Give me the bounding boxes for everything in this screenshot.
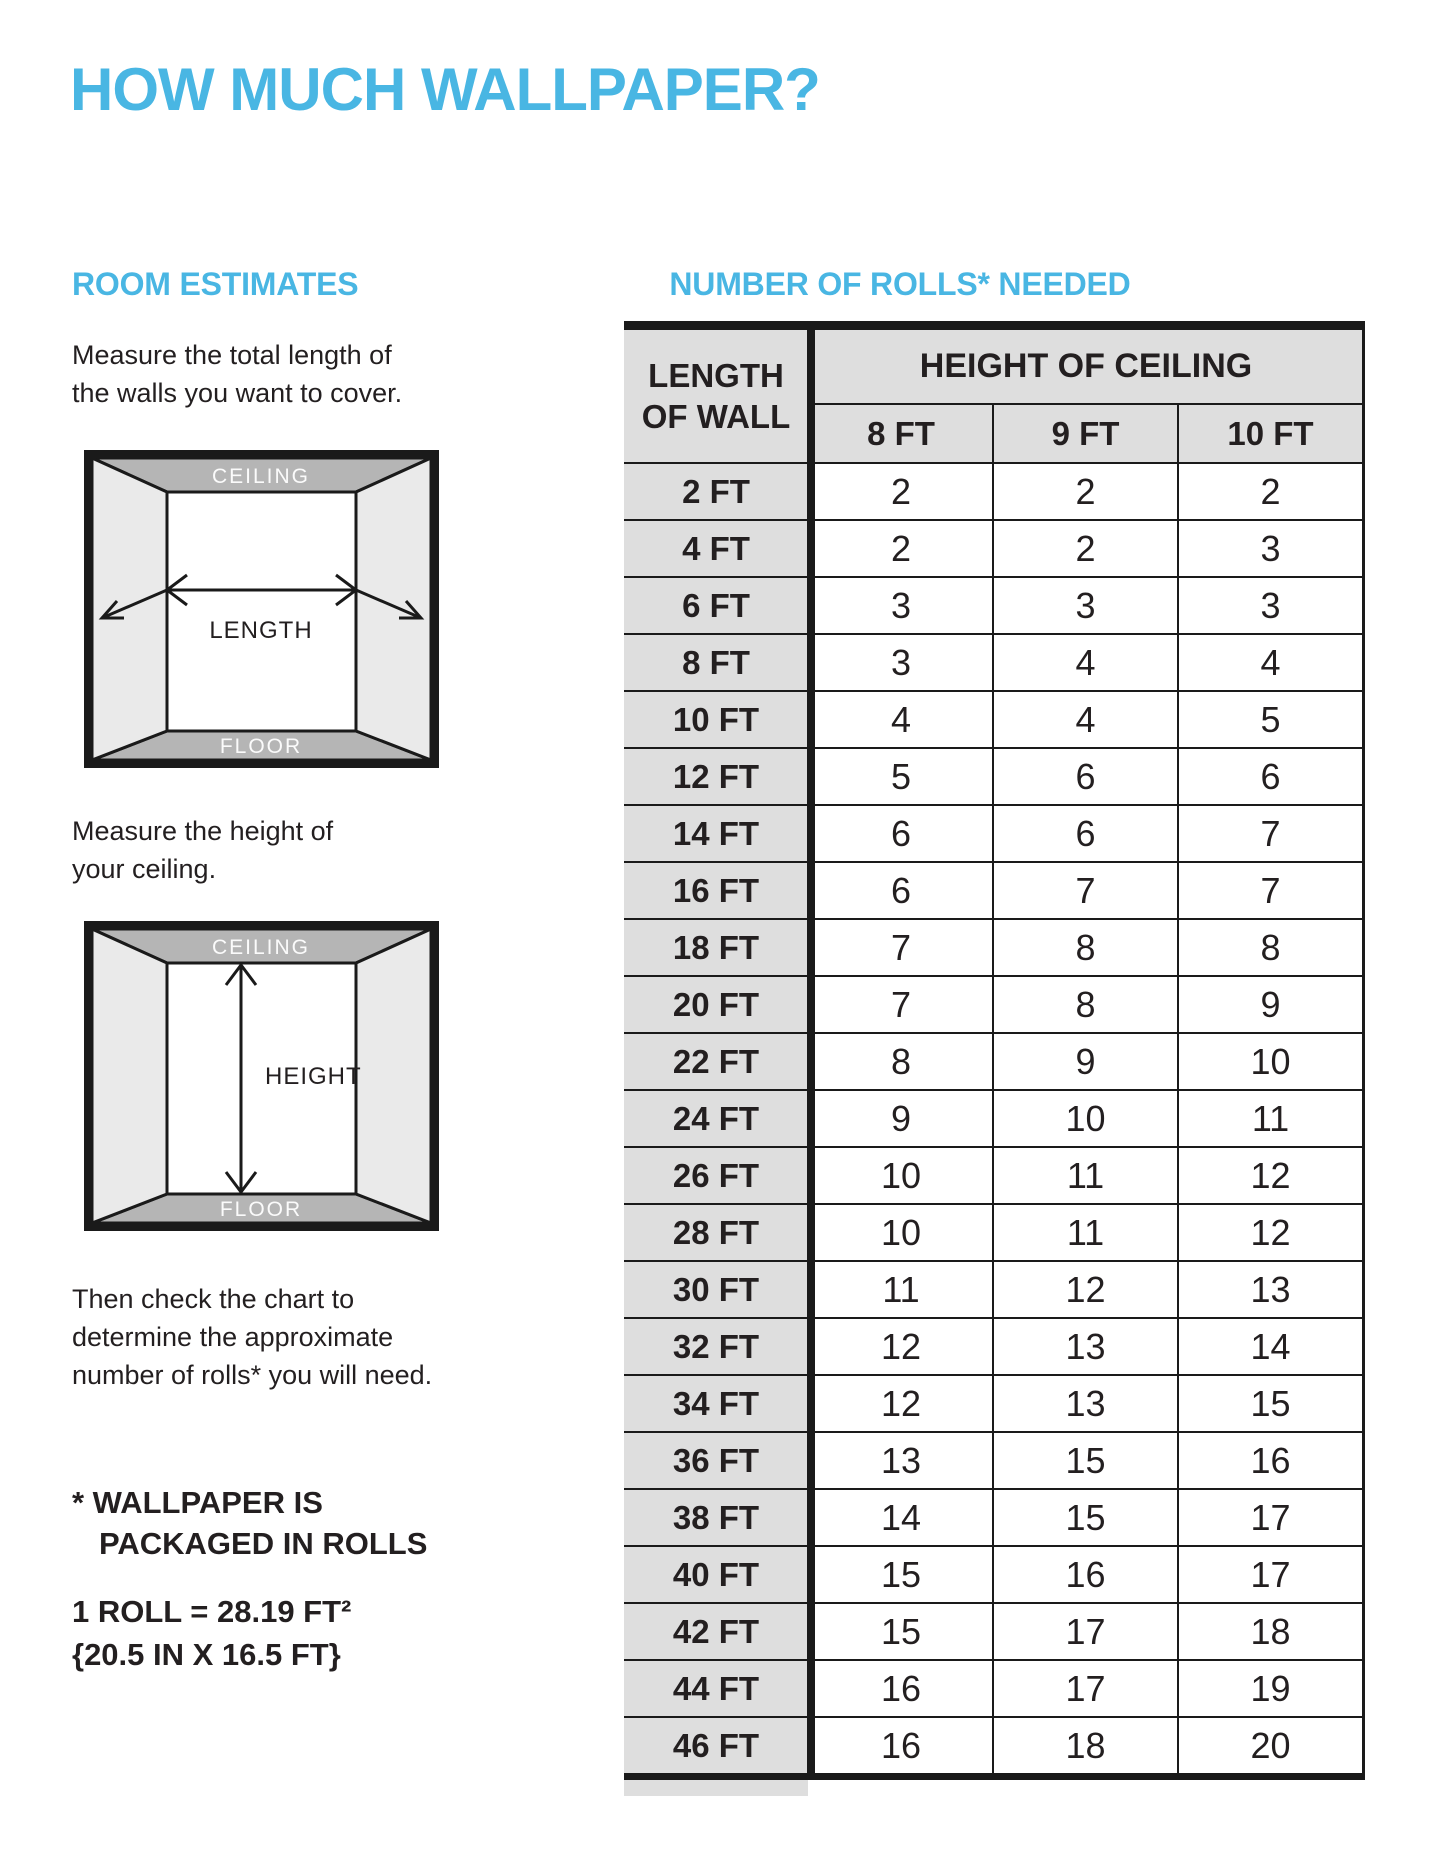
row-label: 22 FT [624, 1034, 808, 1089]
ceiling-label: CEILING [211, 465, 311, 488]
rolls-value-cell: 15 [994, 1433, 1177, 1488]
rolls-value-cell: 11 [994, 1148, 1177, 1203]
rolls-value-cell: 7 [810, 920, 992, 975]
column-group-header: HEIGHT OF CEILING [810, 330, 1362, 403]
rolls-value-cell: 17 [1179, 1547, 1362, 1602]
rolls-value-cell: 8 [994, 920, 1177, 975]
rolls-value-cell: 6 [1179, 749, 1362, 804]
row-label: 30 FT [624, 1262, 808, 1317]
row-label: 38 FT [624, 1490, 808, 1545]
column-header-9ft: 9 FT [994, 405, 1177, 462]
column-header-10ft: 10 FT [1179, 405, 1362, 462]
rolls-needed-heading: NUMBER OF ROLLS* NEEDED [669, 266, 1131, 302]
rolls-value-cell: 13 [994, 1319, 1177, 1374]
rolls-value-cell: 13 [994, 1376, 1177, 1431]
step3-line3: number of rolls* you will need. [72, 1360, 433, 1390]
room-height-diagram [84, 921, 439, 1231]
step1-text [72, 336, 402, 412]
rolls-value-cell: 4 [994, 692, 1177, 747]
roll-size-info [72, 1590, 351, 1676]
step3-text [72, 1280, 432, 1394]
rolls-value-cell: 7 [994, 863, 1177, 918]
step1-line1: Measure the total length of [72, 340, 392, 370]
rolls-value-cell: 12 [810, 1319, 992, 1374]
rolls-value-cell: 17 [1179, 1490, 1362, 1545]
floor-label: FLOOR [219, 735, 303, 758]
rolls-value-cell: 12 [994, 1262, 1177, 1317]
rolls-value-cell: 5 [810, 749, 992, 804]
rolls-value-cell: 2 [994, 521, 1177, 576]
roll-info-line1: 1 ROLL = 28.19 FT² [72, 1594, 352, 1629]
ceiling-label: CEILING [211, 936, 311, 959]
rolls-value-cell: 11 [1179, 1091, 1362, 1146]
rolls-value-cell: 5 [1179, 692, 1362, 747]
rolls-value-cell: 3 [994, 578, 1177, 633]
row-header-line1: LENGTH [648, 357, 784, 394]
row-label: 18 FT [624, 920, 808, 975]
row-label: 46 FT [624, 1718, 808, 1773]
table-body [624, 330, 1365, 1773]
rolls-value-cell: 11 [810, 1262, 992, 1317]
row-label: 42 FT [624, 1604, 808, 1659]
rolls-value-cell: 17 [994, 1604, 1177, 1659]
rolls-value-cell: 13 [1179, 1262, 1362, 1317]
row-header-cell [624, 330, 808, 462]
table-gray-stub [624, 1780, 808, 1796]
rolls-value-cell: 15 [1179, 1376, 1362, 1431]
rolls-value-cell: 12 [1179, 1148, 1362, 1203]
rolls-value-cell: 8 [810, 1034, 992, 1089]
rolls-table [624, 321, 1365, 1796]
table-column-divider [807, 330, 815, 1773]
rolls-value-cell: 2 [994, 464, 1177, 519]
rolls-value-cell: 17 [994, 1661, 1177, 1716]
rolls-value-cell: 10 [810, 1148, 992, 1203]
step2-line2: your ceiling. [72, 854, 217, 884]
table-bottom-border [624, 1773, 1365, 1780]
rolls-value-cell: 15 [994, 1490, 1177, 1545]
row-label: 8 FT [624, 635, 808, 690]
row-label: 34 FT [624, 1376, 808, 1431]
right-wall-panel [356, 929, 431, 1223]
rolls-value-cell: 4 [994, 635, 1177, 690]
rolls-value-cell: 18 [1179, 1604, 1362, 1659]
row-label: 14 FT [624, 806, 808, 861]
row-label: 28 FT [624, 1205, 808, 1260]
rolls-value-cell: 4 [810, 692, 992, 747]
rolls-value-cell: 13 [810, 1433, 992, 1488]
rolls-value-cell: 9 [994, 1034, 1177, 1089]
rolls-value-cell: 16 [1179, 1433, 1362, 1488]
rolls-value-cell: 3 [810, 578, 992, 633]
rolls-value-cell: 9 [810, 1091, 992, 1146]
wallpaper-rolls-footnote [72, 1482, 427, 1564]
rolls-value-cell: 11 [994, 1205, 1177, 1260]
rolls-value-cell: 3 [1179, 578, 1362, 633]
footnote-line1: * WALLPAPER IS [72, 1485, 323, 1520]
rolls-value-cell: 6 [810, 863, 992, 918]
length-measure-label: LENGTH [209, 617, 313, 644]
rolls-value-cell: 8 [1179, 920, 1362, 975]
back-wall-panel [167, 492, 356, 731]
row-label: 6 FT [624, 578, 808, 633]
rolls-value-cell: 15 [810, 1547, 992, 1602]
rolls-value-cell: 18 [994, 1718, 1177, 1773]
row-label: 40 FT [624, 1547, 808, 1602]
rolls-value-cell: 7 [810, 977, 992, 1032]
right-wall-panel [356, 458, 431, 760]
rolls-value-cell: 20 [1179, 1718, 1362, 1773]
step2-line1: Measure the height of [72, 816, 334, 846]
rolls-value-cell: 7 [1179, 863, 1362, 918]
room-estimates-heading: ROOM ESTIMATES [72, 266, 359, 302]
left-wall-panel [92, 929, 167, 1223]
row-label: 26 FT [624, 1148, 808, 1203]
rolls-value-cell: 2 [810, 464, 992, 519]
step2-text [72, 812, 333, 888]
row-label: 44 FT [624, 1661, 808, 1716]
rolls-value-cell: 15 [810, 1604, 992, 1659]
rolls-value-cell: 16 [810, 1718, 992, 1773]
rolls-value-cell: 3 [1179, 521, 1362, 576]
rolls-value-cell: 7 [1179, 806, 1362, 861]
rolls-value-cell: 10 [1179, 1034, 1362, 1089]
row-label: 24 FT [624, 1091, 808, 1146]
rolls-value-cell: 10 [994, 1091, 1177, 1146]
column-header-8ft: 8 FT [810, 405, 992, 462]
rolls-value-cell: 16 [994, 1547, 1177, 1602]
rolls-value-cell: 14 [1179, 1319, 1362, 1374]
row-label: 2 FT [624, 464, 808, 519]
rolls-value-cell: 12 [1179, 1205, 1362, 1260]
step3-line2: determine the approximate [72, 1322, 394, 1352]
rolls-value-cell: 6 [994, 749, 1177, 804]
rolls-value-cell: 8 [994, 977, 1177, 1032]
left-wall-panel [92, 458, 167, 760]
row-label: 4 FT [624, 521, 808, 576]
rolls-value-cell: 2 [810, 521, 992, 576]
rolls-value-cell: 2 [1179, 464, 1362, 519]
rolls-table-grid [624, 330, 1362, 1773]
height-measure-label: HEIGHT [265, 1063, 362, 1090]
roll-info-line2: {20.5 IN X 16.5 FT} [72, 1637, 341, 1672]
floor-label: FLOOR [219, 1198, 303, 1221]
row-label: 36 FT [624, 1433, 808, 1488]
step3-line1: Then check the chart to [72, 1284, 355, 1314]
row-header-line2: OF WALL [641, 398, 791, 435]
rolls-value-cell: 3 [810, 635, 992, 690]
row-label: 10 FT [624, 692, 808, 747]
page-title: HOW MUCH WALLPAPER? [70, 56, 820, 123]
row-label: 32 FT [624, 1319, 808, 1374]
row-label: 12 FT [624, 749, 808, 804]
room-length-diagram [84, 450, 439, 768]
rolls-value-cell: 6 [994, 806, 1177, 861]
row-label: 16 FT [624, 863, 808, 918]
table-top-border [624, 321, 1365, 330]
rolls-value-cell: 4 [1179, 635, 1362, 690]
rolls-value-cell: 10 [810, 1205, 992, 1260]
rolls-value-cell: 16 [810, 1661, 992, 1716]
row-label: 20 FT [624, 977, 808, 1032]
rolls-value-cell: 19 [1179, 1661, 1362, 1716]
rolls-value-cell: 12 [810, 1376, 992, 1431]
step1-line2: the walls you want to cover. [72, 378, 403, 408]
rolls-value-cell: 6 [810, 806, 992, 861]
rolls-value-cell: 9 [1179, 977, 1362, 1032]
footnote-line2: PACKAGED IN ROLLS [99, 1526, 428, 1561]
rolls-value-cell: 14 [810, 1490, 992, 1545]
